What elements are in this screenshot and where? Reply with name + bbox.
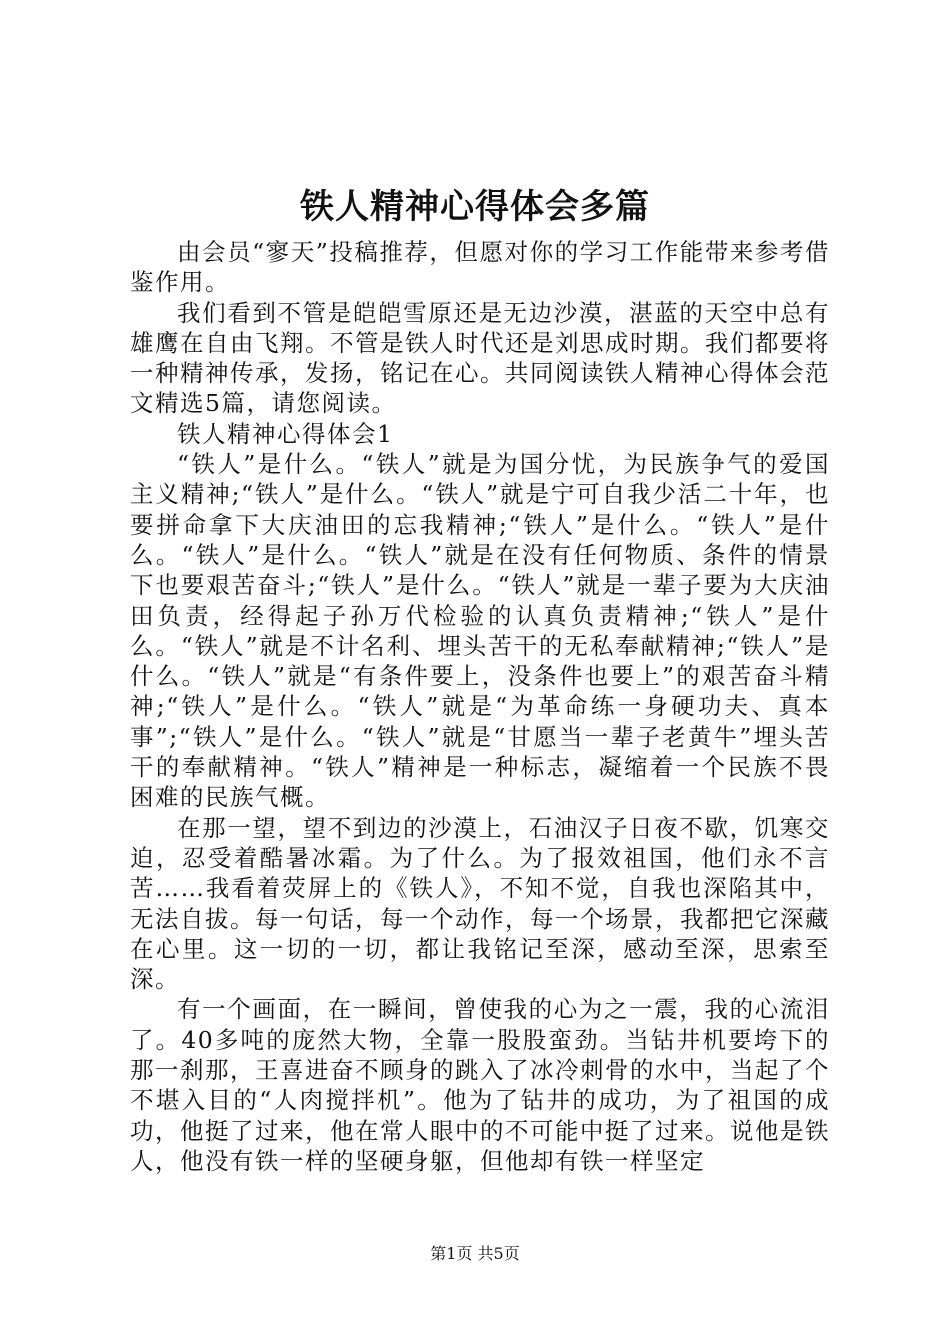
paragraph-scene: 有一个画面，在一瞬间，曾使我的心为之一震，我的心流泪了。40多吨的庞然大物，全靠一股股蛮劲。当钻井机要垮下的那一刹那，王喜进奋不顾身的跳入了冰冷刺骨的水中，当起了个不堪入目的“人肉搅拌机”。他为了钻井的成功，为了祖国的成功，他挺了过来，他在常人眼中的不可能中挺了过来。说他是铁人，他没有铁一样的坚硬身躯，但他却有铁一样坚定 (130, 995, 830, 1175)
page-footer: 第1页 共5页 (430, 1244, 520, 1263)
paragraph-preface: 我们看到不管是皑皑雪原还是无边沙漠，湛蓝的天空中总有雄鹰在自由飞翔。不管是铁人时代还是刘思成时期。我们都要将一种精神传承，发扬，铭记在心。共同阅读铁人精神心得体会范文精选5篇，请您阅读。 (130, 298, 830, 418)
section-heading: 铁人精神心得体会1 (177, 419, 394, 448)
paragraph-desert: 在那一望，望不到边的沙漠上，石油汉子日夜不歇，饥寒交迫，忍受着酷暑冰霜。为了什么。为了报效祖国，他们永不言苦……我看着荧屏上的《铁人》，不知不觉，自我也深陷其中，无法自拔。每一句话，每一个动作，每一个场景，我都把它深藏在心里。这一切的一切，都让我铭记至深，感动至深，思索至深。 (130, 813, 830, 994)
document-body (130, 237, 830, 1176)
document-title: 铁人精神心得体会多篇 (300, 187, 650, 227)
paragraph-intro: 由会员“寥天”投稿推荐，但愿对你的学习工作能带来参考借鉴作用。 (130, 238, 830, 297)
paragraph-tieren-definition: “铁人”是什么。“铁人”就是为国分忧，为民族争气的爱国主义精神;“铁人”是什么。“铁人”就是宁可自我少活二十年，也要拼命拿下大庆油田的忘我精神;“铁人”是什么。“铁人”是什么。“铁人”是什么。“铁人”就是在没有任何物质、条件的情景下也要艰苦奋斗;“铁人”是什么。“铁人”就是一辈子要为大庆油田负责，经得起子孙万代检验的认真负责精神;“铁人”是什么。“铁人”就是不计名利、埋头苦干的无私奉献精神;“铁人”是什么。“铁人”就是“有条件要上，没条件也要上”的艰苦奋斗精神;“铁人”是什么。“铁人”就是“为革命练一身硬功夫、真本事”;“铁人”是什么。“铁人”就是“甘愿当一辈子老黄牛”埋头苦干的奉献精神。“铁人”精神是一种标志，凝缩着一个民族不畏困难的民族气概。 (130, 450, 830, 812)
